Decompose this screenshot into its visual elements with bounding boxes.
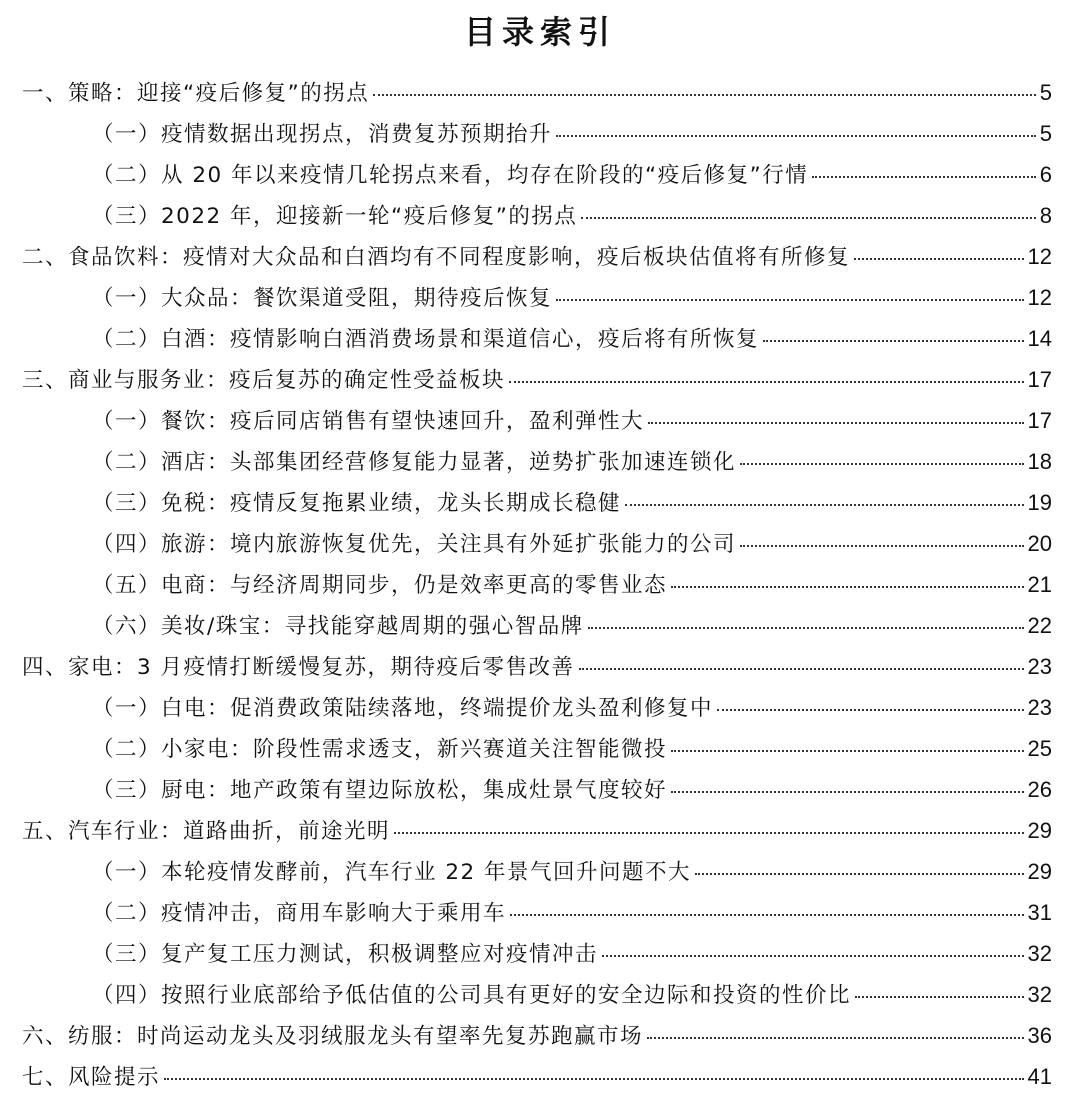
toc-entry-title: （三）免税：疫情反复拖累业绩，龙头长期成长稳健	[92, 491, 622, 516]
dot-leader	[588, 627, 1024, 629]
dot-leader	[647, 1037, 1024, 1039]
dot-leader	[854, 258, 1024, 260]
toc-entry-title: 六、纺服：时尚运动龙头及羽绒服龙头有望率先复苏跑赢市场	[22, 1024, 644, 1049]
dot-leader	[671, 586, 1024, 588]
toc-entry-title: （六）美妆/珠宝：寻找能穿越周期的强心智品牌	[92, 614, 584, 639]
toc-subsection-entry[interactable]	[92, 447, 1052, 477]
toc-entry-title: 七、风险提示	[22, 1065, 161, 1090]
toc-section-entry[interactable]	[22, 1062, 1052, 1092]
toc-entry-title: （四）旅游：境内旅游恢复优先，关注具有外延扩张能力的公司	[92, 532, 737, 557]
toc-entry-title: （二）白酒：疫情影响白酒消费场景和渠道信心，疫后将有所恢复	[92, 327, 760, 352]
toc-entry-title: （一）疫情数据出现拐点，消费复苏预期抬升	[92, 122, 553, 147]
toc-entry-title: （一）白电：促消费政策陆续落地，终端提价龙头盈利修复中	[92, 696, 714, 721]
toc-section-entry[interactable]	[22, 1021, 1052, 1051]
toc-subsection-entry[interactable]	[92, 980, 1052, 1010]
toc-page-number: 8	[1039, 203, 1052, 228]
toc-subsection-entry[interactable]	[92, 324, 1052, 354]
toc-page-number: 23	[1027, 654, 1052, 679]
toc-page-number: 12	[1027, 285, 1052, 310]
toc-subsection-entry[interactable]	[92, 857, 1052, 887]
toc-page-number: 6	[1039, 162, 1052, 187]
toc-section-entry[interactable]	[22, 242, 1052, 272]
toc-page-number: 14	[1027, 326, 1052, 351]
toc-subsection-entry[interactable]	[92, 406, 1052, 436]
toc-entry-title: 三、商业与服务业：疫后复苏的确定性受益板块	[22, 368, 506, 393]
toc-section-entry[interactable]	[22, 365, 1052, 395]
toc-entry-title: （三）厨电：地产政策有望边际放松，集成灶景气度较好	[92, 778, 668, 803]
toc-entry-title: （一）本轮疫情发酵前，汽车行业 22 年景气回升问题不大	[92, 860, 692, 885]
toc-page-number: 25	[1027, 736, 1052, 761]
dot-leader	[812, 176, 1035, 178]
page-title: 目录索引	[463, 13, 616, 51]
toc-page-number: 20	[1027, 531, 1052, 556]
dot-leader	[164, 1078, 1024, 1080]
toc-entry-title: （二）从 20 年以来疫情几轮拐点来看，均存在阶段的“疫后修复”行情	[92, 163, 809, 188]
toc-section-entry[interactable]	[22, 816, 1052, 846]
toc-page-number: 26	[1027, 777, 1052, 802]
toc-page-number: 29	[1027, 859, 1052, 884]
toc-entry-title: （二）疫情冲击，商用车影响大于乘用车	[92, 901, 507, 926]
toc-page-number: 32	[1027, 941, 1052, 966]
toc-subsection-entry[interactable]	[92, 611, 1052, 641]
dot-leader	[695, 873, 1023, 875]
toc-subsection-entry[interactable]	[92, 693, 1052, 723]
toc-subsection-entry[interactable]	[92, 898, 1052, 928]
toc-page-number: 31	[1027, 900, 1052, 925]
toc-entry-title: （一）餐饮：疫后同店销售有望快速回升，盈利弹性大	[92, 409, 645, 434]
toc-subsection-entry[interactable]	[92, 775, 1052, 805]
dot-leader	[740, 463, 1024, 465]
dot-leader	[763, 340, 1024, 342]
toc-entry-title: （五）电商：与经济周期同步，仍是效率更高的零售业态	[92, 573, 668, 598]
dot-leader	[394, 832, 1024, 834]
toc-entry-title: 二、食品饮料：疫情对大众品和白酒均有不同程度影响，疫后板块估值将有所修复	[22, 245, 851, 270]
dot-leader	[510, 914, 1024, 916]
dot-leader	[740, 545, 1024, 547]
toc-page-number: 21	[1027, 572, 1052, 597]
toc-entry-title: 五、汽车行业：道路曲折，前途光明	[22, 819, 391, 844]
toc-subsection-entry[interactable]	[92, 570, 1052, 600]
toc-entry-title: （四）按照行业底部给予低估值的公司具有更好的安全边际和投资的性价比	[92, 983, 852, 1008]
dot-leader	[671, 750, 1024, 752]
toc-subsection-entry[interactable]	[92, 529, 1052, 559]
toc-entry-title: （一）大众品：餐饮渠道受阻，期待疫后恢复	[92, 286, 553, 311]
toc-entry-title: 一、策略：迎接“疫后修复”的拐点	[22, 81, 370, 106]
toc-entry-title: （二）小家电：阶段性需求透支，新兴赛道关注智能微投	[92, 737, 668, 762]
toc-page-number: 17	[1027, 408, 1052, 433]
toc-subsection-entry[interactable]	[92, 119, 1052, 149]
toc-entry-title: （二）酒店：头部集团经营修复能力显著，逆势扩张加速连锁化	[92, 450, 737, 475]
toc-section-entry[interactable]	[22, 78, 1052, 108]
toc-subsection-entry[interactable]	[92, 488, 1052, 518]
toc-section-entry[interactable]	[22, 652, 1052, 682]
toc-entry-title: （三）2022 年，迎接新一轮“疫后修复”的拐点	[92, 204, 578, 229]
toc-page-number: 36	[1027, 1023, 1052, 1048]
dot-leader	[855, 996, 1024, 998]
dot-leader	[717, 709, 1024, 711]
dot-leader	[579, 668, 1024, 670]
dot-leader	[625, 504, 1024, 506]
toc-page-number: 12	[1027, 244, 1052, 269]
toc-subsection-entry[interactable]	[92, 201, 1052, 231]
toc-page-number: 19	[1027, 490, 1052, 515]
dot-leader	[671, 791, 1024, 793]
toc-subsection-entry[interactable]	[92, 734, 1052, 764]
toc-page-number: 29	[1027, 818, 1052, 843]
toc-page-number: 22	[1027, 613, 1052, 638]
toc-page-number: 41	[1027, 1064, 1052, 1089]
dot-leader	[509, 381, 1024, 383]
toc-page-number: 5	[1039, 80, 1052, 105]
toc-page-number: 32	[1027, 982, 1052, 1007]
dot-leader	[556, 299, 1024, 301]
toc-page-number: 23	[1027, 695, 1052, 720]
dot-leader	[602, 955, 1024, 957]
toc-page-number: 5	[1039, 121, 1052, 146]
toc-page-number: 18	[1027, 449, 1052, 474]
dot-leader	[648, 422, 1024, 424]
dot-leader	[581, 217, 1035, 219]
toc-subsection-entry[interactable]	[92, 160, 1052, 190]
dot-leader	[556, 135, 1036, 137]
toc-entry-title: （三）复产复工压力测试，积极调整应对疫情冲击	[92, 942, 599, 967]
dot-leader	[373, 94, 1035, 96]
toc-entry-title: 四、家电：3 月疫情打断缓慢复苏，期待疫后零售改善	[22, 655, 575, 680]
toc-subsection-entry[interactable]	[92, 283, 1052, 313]
toc-page-number: 17	[1027, 367, 1052, 392]
toc-subsection-entry[interactable]	[92, 939, 1052, 969]
